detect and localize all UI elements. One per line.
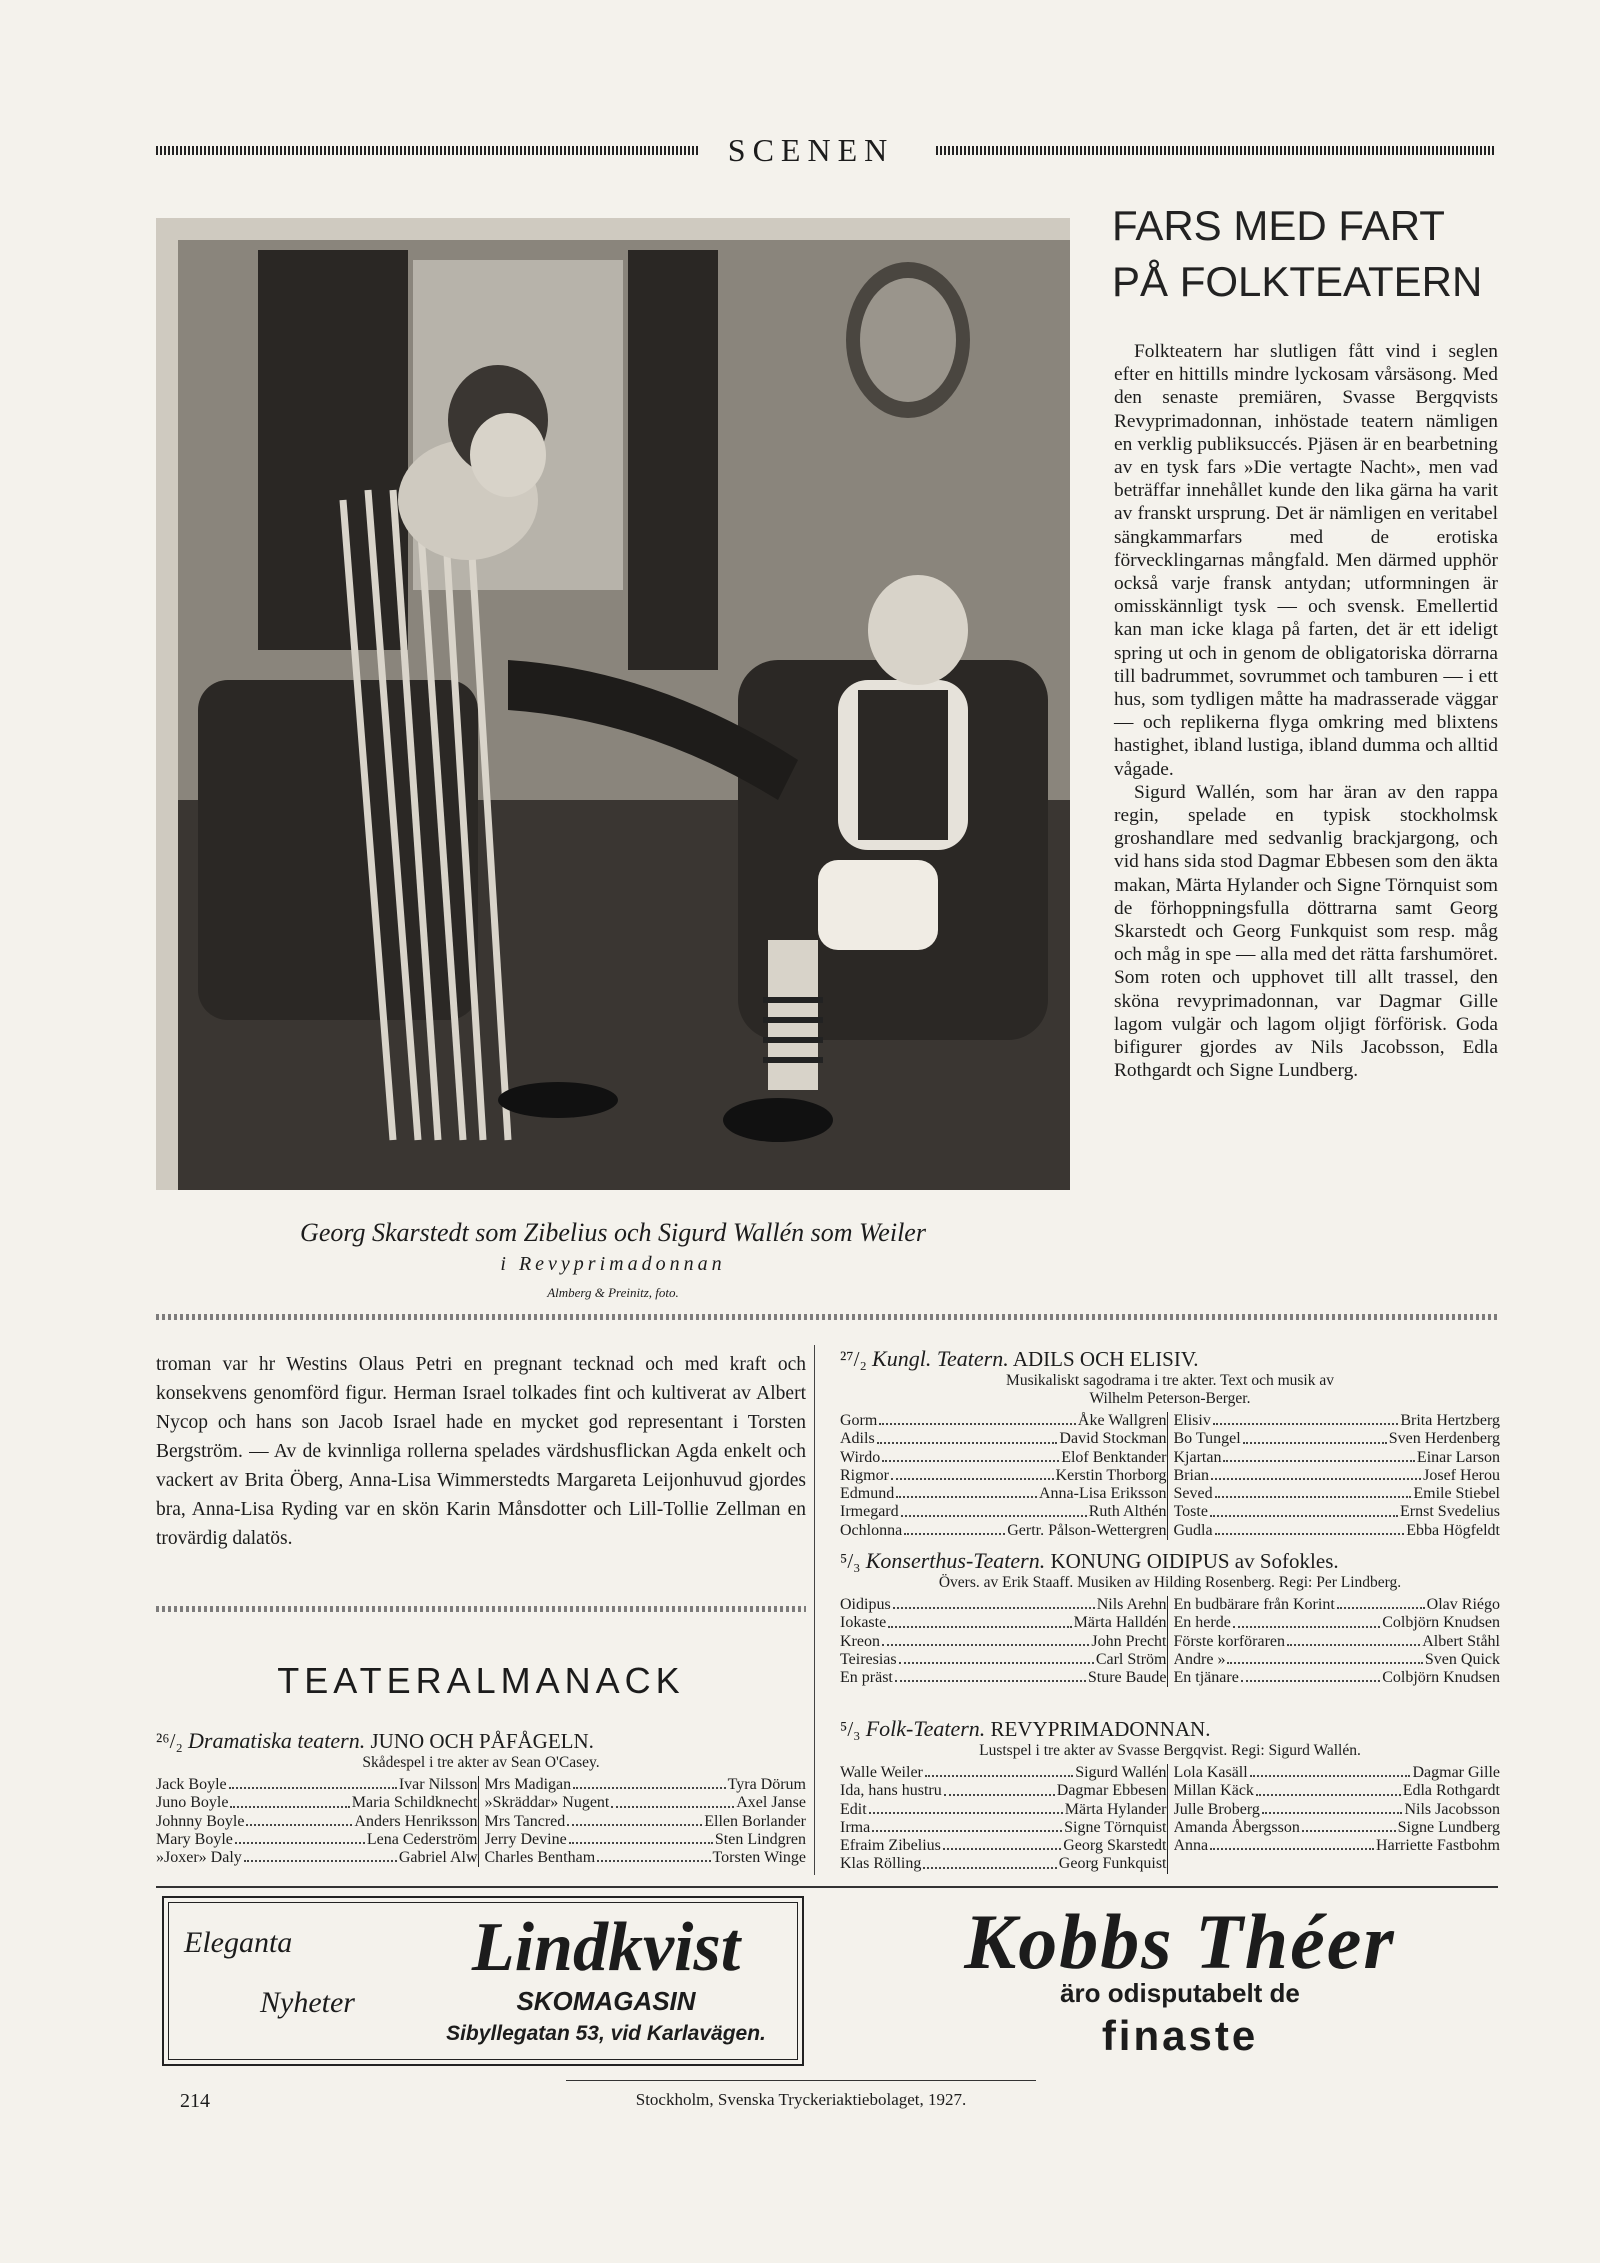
leader-dots [944,1782,1055,1795]
role-name: Johnny Boyle [156,1812,245,1830]
role-name: Lola Kasäll [1173,1764,1248,1781]
cast-row [1174,1596,1501,1614]
cast-row [156,1849,478,1867]
cast-row [840,1430,1167,1448]
role-name: Wirdo [840,1448,881,1466]
cast-row [485,1831,807,1849]
actor-name: Dagmar Gille [1412,1764,1500,1781]
cast-row [840,1782,1167,1800]
role-name: Juno Boyle [156,1794,229,1812]
program-kungl [840,1346,1500,1540]
leader-dots [569,1831,713,1844]
actor-name: Signe Lundberg [1397,1818,1500,1836]
role-name: Mrs Madigan [484,1776,572,1793]
actor-name: Ernst Svedelius [1400,1503,1500,1521]
stage-scene-illustration [178,240,1070,1190]
actor-name: Ellen Borlander [704,1812,806,1830]
role-name: En herde [1173,1614,1231,1632]
cast-column [478,1776,807,1867]
role-name: Andre » [1173,1650,1226,1668]
cast-row [840,1467,1167,1485]
role-name: Förste korföraren [1173,1632,1286,1650]
leader-dots [230,1794,349,1807]
cast-row [840,1855,1167,1873]
almanack-divider [156,1606,806,1612]
actor-name: Torsten Winge [712,1849,806,1867]
cast-row [156,1794,478,1812]
actor-name: Sten Lindgren [714,1830,806,1848]
leader-dots [1210,1837,1374,1850]
actor-name: Anders Henriksson [354,1812,478,1830]
actor-name: Ruth Althén [1088,1503,1167,1521]
page-number: 214 [180,2090,210,2112]
leader-dots [246,1813,352,1826]
leader-dots [1241,1669,1380,1682]
program-subtitle: Övers. av Erik Staaff. Musiken av Hilding Rosenberg. Regi: Per Lindberg. [938,1574,1402,1591]
role-name: Adils [840,1430,875,1448]
leader-dots [573,1776,725,1789]
leader-dots [1256,1782,1401,1795]
cast-row [156,1831,478,1849]
cast-row [840,1669,1167,1687]
actor-name: Nils Arehn [1096,1596,1167,1613]
cast-row [840,1764,1167,1782]
actor-name: Tyra Dörum [727,1776,806,1793]
actor-name: Lena Cederström [366,1830,478,1848]
actor-name: Sven Quick [1424,1650,1500,1668]
role-name: Ida, hans hustru [840,1782,942,1800]
cast-column [1167,1412,1501,1540]
actor-name: Märta Hylander [1064,1800,1167,1818]
section-divider [156,1314,1498,1320]
role-name: Jack Boyle [156,1776,227,1793]
cast-column [840,1412,1167,1540]
advert-shop-type: SKOMAGASIN [516,1986,696,2016]
leader-dots [895,1669,1086,1682]
leader-dots [567,1813,702,1826]
leader-dots [235,1831,365,1844]
actor-name: Colbjörn Knudsen [1382,1669,1500,1687]
role-name: Millan Käck [1173,1782,1254,1800]
role-name: Klas Rölling [840,1855,922,1873]
leader-dots [923,1855,1056,1868]
program-heading: ²⁷/₂ Kungl. Teatern. ADILS OCH ELISIV. [840,1346,1199,1371]
cast-row [1174,1764,1501,1782]
leader-dots [879,1412,1076,1425]
cast-row [840,1522,1167,1540]
advert-address: Sibyllegatan 53, vid Karlavägen. [446,2022,766,2045]
role-name: Anna [1173,1837,1209,1855]
cast-row [1174,1485,1501,1503]
leader-dots [925,1764,1073,1777]
cast-row [156,1813,478,1831]
header-rule-left [156,146,698,155]
actor-name: Signe Törnquist [1064,1818,1167,1836]
cast-column [156,1776,478,1867]
leader-dots [1287,1633,1420,1646]
cast-row [840,1503,1167,1521]
advert-kobbs-slogan: äro odisputabelt de [1060,1978,1300,2008]
continued-review-text: troman var hr Westins Olaus Petri en pregnant tecknad och med kraft och konsekvens genomförd figur. Herman Israel tolkades fint och kultiverat av Albert Nycop och hans son Jacob Israel hade en mycket god representant i Torsten Bergström. — Av de kvinnliga rollerna spelades värdshusflickan Agda enkelt och vackert av Brita Öberg, Anna-Lisa Wimmerstedts Margareta Leijonhuvud gjordes bra, Anna-Lisa Ryding var en skön Karin Månsdotter och Lill-Tollie Zellman en trovärdig dalatös. [156,1354,806,1549]
role-name: Mary Boyle [156,1830,233,1848]
role-name: En präst [840,1669,893,1687]
advert-brand-logo: Lindkvist [471,1909,741,1986]
actor-name: Einar Larson [1416,1448,1500,1466]
program-subtitle: Musikaliskt sagodrama i tre akter. Text och musik av [1006,1372,1334,1389]
leader-dots [1210,1503,1398,1516]
photo-caption: Georg Skarstedt som Zibelius och Sigurd Wallén som Weiler [300,1218,926,1247]
actor-name: Ebba Högfeldt [1406,1521,1500,1539]
role-name: Ochlonna [840,1521,903,1539]
program-heading: ⁵/₃ Konserthus-Teatern. KONUNG OIDIPUS av Sofokles. [840,1548,1339,1573]
program-folk [840,1716,1500,1874]
role-name: Kjartan [1173,1448,1222,1466]
leader-dots [877,1430,1058,1443]
actor-name: Kerstin Thorborg [1055,1466,1167,1484]
cast-column [840,1596,1167,1687]
cast-row [840,1449,1167,1467]
leader-dots [943,1837,1061,1850]
printer-imprint: Stockholm, Svenska Tryckeriaktiebolaget, 1927. [635,2090,967,2109]
role-name: Oidipus [840,1596,891,1613]
program-konserthus [840,1548,1500,1687]
leader-dots [1215,1485,1412,1498]
header-rule-right [936,146,1494,155]
cast-row [1174,1651,1501,1669]
role-name: Gudla [1173,1521,1213,1539]
cast-row [485,1849,807,1867]
advert-rule [156,1886,1498,1888]
actor-name: Albert Ståhl [1422,1632,1500,1650]
cast-row [485,1813,807,1831]
role-name: Julle Broberg [1173,1800,1260,1818]
cast-row [1174,1837,1501,1855]
advert-tagline-1: Eleganta [184,1926,293,1959]
role-name: Irmegard [840,1503,899,1521]
leader-dots [1211,1467,1421,1480]
leader-dots [1262,1801,1403,1814]
leader-dots [1337,1596,1425,1609]
leader-dots [597,1849,710,1862]
production-photo [156,218,1070,1190]
actor-name: Nils Jacobsson [1404,1800,1500,1818]
actor-name: Emile Stiebel [1413,1485,1500,1503]
actor-name: Harriette Fastbohm [1376,1837,1500,1855]
role-name: Edmund [840,1485,895,1503]
cast-row [840,1412,1167,1430]
leader-dots [229,1776,397,1789]
cast-row [840,1614,1167,1632]
actor-name: David Stockman [1059,1430,1167,1448]
section-title: SCENEN [727,132,895,168]
role-name: En budbärare från Korint [1173,1596,1335,1613]
leader-dots [1213,1412,1398,1425]
cast-column [1167,1764,1501,1874]
actor-name: Åke Wallgren [1077,1412,1167,1429]
cast-row [1174,1633,1501,1651]
cast-row [840,1633,1167,1651]
role-name: »Joxer» Daly [156,1849,242,1867]
actor-name: Sture Baude [1087,1669,1167,1687]
photo-caption-play: i Revyprimadonnan [500,1253,726,1275]
leader-dots [882,1449,1059,1462]
cast-row [1174,1449,1501,1467]
cast-row [485,1776,807,1794]
actor-name: Georg Skarstedt [1063,1837,1167,1855]
leader-dots [893,1596,1095,1609]
leader-dots [882,1633,1089,1646]
role-name: Jerry Devine [484,1830,567,1848]
program-heading: ²⁶/₂ Dramatiska teatern. JUNO OCH PÅFÅGELN. [156,1728,594,1753]
cast-row [1174,1614,1501,1632]
leader-dots [896,1485,1037,1498]
leader-dots [244,1849,397,1862]
cast-column [1167,1596,1501,1687]
cast-row [840,1819,1167,1837]
cast-row [1174,1430,1501,1448]
cast-row [1174,1503,1501,1521]
role-name: Rigmor [840,1466,889,1484]
role-name: Edit [840,1800,867,1818]
program-subtitle-author: Wilhelm Peterson-Berger. [1089,1390,1251,1407]
role-name: Elisiv [1173,1412,1211,1429]
leader-dots [1302,1819,1396,1832]
actor-name: Josef Herou [1423,1466,1500,1484]
footer-rule [566,2080,1036,2081]
leader-dots [1227,1651,1422,1664]
photo-credit: Almberg & Preinitz, foto. [547,1285,679,1300]
leader-dots [899,1651,1094,1664]
continued-review [156,1350,806,1553]
role-name: Kreon [840,1632,880,1650]
cast-row [840,1837,1167,1855]
cast-row [1174,1669,1501,1687]
cast-row [1174,1819,1501,1837]
actor-name: Maria Schildknecht [351,1794,478,1812]
leader-dots [1243,1430,1387,1443]
article-title [1112,198,1512,310]
cast-row [840,1651,1167,1669]
cast-row [1174,1412,1501,1430]
cast-row [1174,1782,1501,1800]
cast-row [156,1776,478,1794]
article-title-line1: FARS MED FART [1112,202,1445,249]
cast-row [840,1485,1167,1503]
actor-name: Anna-Lisa Eriksson [1038,1485,1167,1503]
role-name: Gorm [840,1412,878,1429]
role-name: Efraim Zibelius [840,1837,941,1855]
actor-name: Märta Halldén [1073,1614,1167,1632]
actor-name: Dagmar Ebbesen [1056,1782,1167,1800]
cast-row [1174,1467,1501,1485]
almanack-title: TEATERALMANACK [277,1660,685,1701]
actor-name: Ivar Nilsson [398,1776,478,1793]
role-name: Bo Tungel [1173,1430,1241,1448]
actor-name: Olav Riégo [1426,1596,1500,1613]
article-paragraph-2: Sigurd Wallén, som har äran av den rappa regin, spelade en typisk stockholmsk groshandlare med sedvanlig brackjargong, och vid hans sida stod Dagmar Ebbesen som den äkta makan, Märta Hylander och Signe Törnquist som de förhoppningsfulla döttrarna samt Georg Skarstedt och Georg Funkquist som resp. måg och måg in spe — alla med det rätta farshumöret. Som roten och upphovet till allt trassel, den sköna revyprimadonnan, var Dagmar Gille lagom vulgär och lagom oljigt förförisk. Goda bifigurer gjordes av Nils Jacobsson, Edla Rothgardt och Signe Lundberg. [1114,781,1498,1082]
cast-row [485,1794,807,1812]
actor-name: Sigurd Wallén [1075,1764,1167,1781]
actor-name: Brita Hertzberg [1400,1412,1500,1429]
role-name: Mrs Tancred [484,1812,566,1830]
advert-kobbs-brand: Kobbs Théer [964,1898,1396,1985]
article-body [1114,340,1498,1083]
advert-tagline-2: Nyheter [260,1986,355,2019]
role-name: Brian [1173,1466,1210,1484]
actor-name: Gabriel Alw [398,1849,478,1867]
actor-name: John Precht [1091,1632,1167,1650]
leader-dots [1215,1522,1405,1535]
actor-name: Axel Janse [736,1794,806,1812]
role-name: Amanda Åbergsson [1173,1818,1300,1836]
cast-row [840,1596,1167,1614]
actor-name: Edla Rothgardt [1402,1782,1500,1800]
leader-dots [1223,1449,1414,1462]
leader-dots [611,1794,734,1807]
leader-dots [872,1819,1062,1832]
leader-dots [1250,1764,1411,1777]
program-dramatiska [156,1728,806,1867]
actor-name: Carl Ström [1095,1650,1167,1668]
role-name: Walle Weiler [840,1764,923,1781]
role-name: »Skräddar» Nugent [484,1794,610,1812]
actor-name: Georg Funkquist [1058,1855,1167,1873]
role-name: Toste [1173,1503,1208,1521]
role-name: En tjänare [1173,1669,1239,1687]
advert-lindkvist [162,1896,804,2066]
cast-row [1174,1801,1501,1819]
cast-row [1174,1522,1501,1540]
role-name: Charles Bentham [484,1849,596,1867]
program-subtitle: Skådespel i tre akter av Sean O'Casey. [362,1754,600,1771]
article-title-line2: PÅ FOLKTEATERN [1112,258,1483,305]
cast-row [840,1801,1167,1819]
actor-name: Gertr. Pålson-Wettergren [1007,1521,1167,1539]
leader-dots [891,1467,1054,1480]
role-name: Seved [1173,1485,1213,1503]
leader-dots [904,1522,1005,1535]
cast-column [840,1764,1167,1874]
leader-dots [888,1614,1071,1627]
program-heading: ⁵/₃ Folk-Teatern. REVYPRIMADONNAN. [840,1716,1211,1741]
leader-dots [869,1801,1063,1814]
actor-name: Elof Benktander [1061,1448,1167,1466]
role-name: Irma [840,1818,871,1836]
actor-name: Colbjörn Knudsen [1382,1614,1500,1632]
program-subtitle: Lustspel i tre akter av Svasse Bergqvist. Regi: Sigurd Wallén. [979,1742,1361,1759]
role-name: Teiresias [840,1650,897,1668]
actor-name: Sven Herdenberg [1388,1430,1500,1448]
role-name: Iokaste [840,1614,887,1632]
advert-kobbs-slogan-emphasis: finaste [1101,2012,1259,2059]
column-rule [814,1345,815,1875]
leader-dots [1233,1614,1380,1627]
article-paragraph-1: Folkteatern har slutligen fått vind i seglen efter en hittills mindre lyckosam vårsäsong. Med den senaste premiären, Svasse Bergqvists Revyprimadonnan, inhöstade teatern nämligen en verklig publiksuccés. Pjäsen är en bearbetning av en tysk fars »Die vertagte Nacht», men vad beträffar innehållet kunde den lika gärna ha varit av franskt ursprung. Det är nämligen en veritabel sängkammarfars med de erotiska förvecklingarnas mångfald. Men därmed upphör också varje fransk antydan; utformningen är omisskännligt tysk — och svensk. Emellertid kan man icke klaga på farten, det är ett ideligt spring ut och in genom de obligatoriska dörrarna till badrummet, sovrummet och tamburen — i ett hus, som tydligen måtte ha madrasserade väggar — och replikerna flyga omkring med blixtens hastighet, ibland lustiga, ibland dumma och alltid vågade. [1114,341,1498,780]
leader-dots [901,1503,1087,1516]
